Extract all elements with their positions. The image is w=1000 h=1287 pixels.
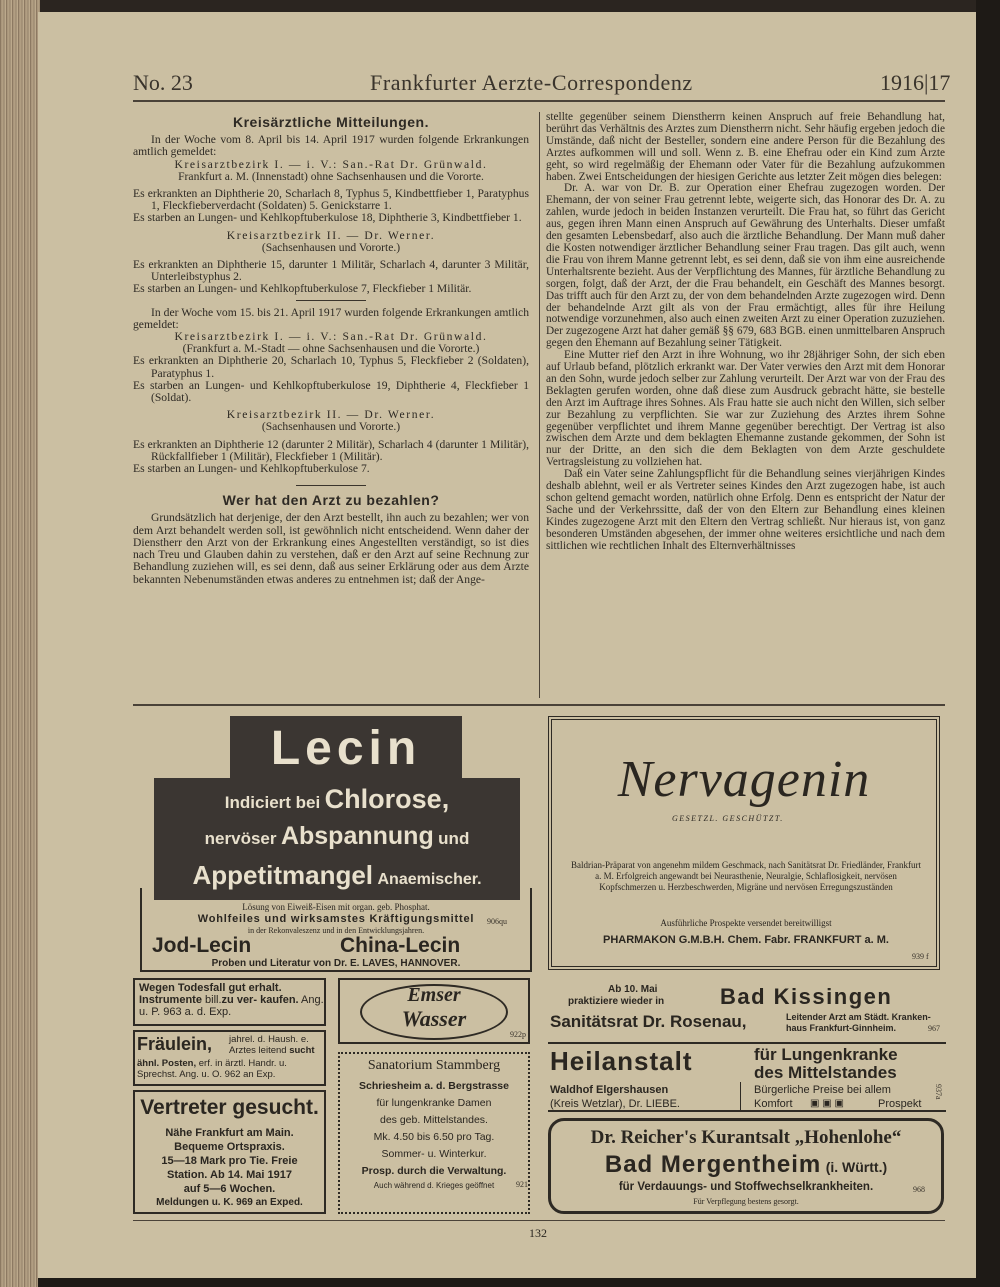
paragraph: Grundsätzlich hat derjenige, der den Arzt bestellt, ihn auch zu bezahlen; wer von dem Arzt behandelt werden soll, ist gewöhnlich nicht entscheidend. Wenn daher der Dienstherr den Arzt von der Erkrankung eines Angestellten verständigt, so ist dies nach Treu und Glauben dahin zu verstehen, daß er den Arzt auf seine Rechnung zur Behandlung zuziehen will, es sei denn, daß aus seiner Erklärung oder aus dem Arzte bekannten Nebenumständen etwas anderes zu entnehmen ist; daß der Ange- bbox=[133, 511, 529, 586]
heilanstalt-sub bbox=[754, 1046, 898, 1082]
book-binding bbox=[0, 0, 40, 1287]
stammberg-line: Prosp. durch die Verwaltung. bbox=[361, 1165, 507, 1177]
lecin-text: nervöser bbox=[204, 829, 277, 848]
reicher-line: Für Verpflegung bestens gesorgt. bbox=[693, 1197, 799, 1206]
lecin-desc: Lösung von Eiweiß-Eisen mit organ. geb. Phosphat. bbox=[242, 902, 430, 912]
heilanstalt-line: für Lungenkranke bbox=[754, 1045, 898, 1064]
district-sub: Frankfurt a. M. (Innenstadt) ohne Sachsenhausen und die Vororte. bbox=[178, 169, 484, 183]
heilanstalt-prospekt: Prospekt bbox=[878, 1098, 922, 1110]
scan-edge-bottom bbox=[38, 1278, 1000, 1287]
ad-reicher bbox=[548, 1118, 944, 1214]
ad-code: 967 bbox=[928, 1024, 940, 1033]
stammberg-body bbox=[344, 1078, 524, 1192]
nervagenin-prospect: Ausführliche Prospekte versendet bereitwilligst bbox=[660, 918, 832, 928]
lecin-desc: Wohlfeiles und wirksamstes Kräftigungsmittel bbox=[197, 913, 475, 925]
heilanstalt-line: des Mittelstandes bbox=[754, 1063, 897, 1082]
lecin-box bbox=[140, 888, 532, 972]
ad-code: 921 bbox=[516, 1180, 528, 1189]
heilanstalt-comfort: Komfort bbox=[754, 1098, 793, 1110]
stammberg-line: des geb. Mittelstandes. bbox=[380, 1114, 488, 1126]
divider bbox=[740, 1082, 741, 1112]
volume-year: 1916|17 bbox=[880, 70, 951, 95]
district-sub: (Sachsenhausen und Vororte.) bbox=[261, 240, 401, 254]
report-line: Es starben an Lungen- und Kehlkopftuberkulose 19, Diphtherie 4, Fleckfieber 1 (Soldat). bbox=[133, 378, 529, 405]
lecin-text: Anaemischer. bbox=[377, 871, 482, 888]
ad-code: 937a bbox=[934, 1084, 943, 1100]
vertreter-line: auf 5—6 Wochen. bbox=[183, 1183, 276, 1195]
issue-number: No. 23 bbox=[133, 70, 193, 95]
header-rule bbox=[133, 100, 945, 102]
todesfall-line: kaufen. bbox=[260, 994, 299, 1006]
kissingen-text: Ab 10. Mai bbox=[608, 984, 658, 995]
todesfall-line: Ang. u. P. 963 a. d. Exp. bbox=[139, 994, 324, 1018]
heilanstalt-place: (Kreis Wetzlar), Dr. LIEBE. bbox=[550, 1098, 680, 1110]
lecin-brand: Lecin bbox=[230, 716, 462, 782]
kissingen-title: Bad Kissingen bbox=[720, 984, 893, 1009]
report-line: Es erkrankten an Diphtherie 15, darunter 1 Militär, Scharlach 4, darunter 3 Militär, Unterleibstyphus 2. bbox=[133, 258, 529, 284]
separator bbox=[296, 300, 366, 301]
district-heading: Kreisarztbezirk I. — i. V.: San.-Rat Dr. Grünwald. bbox=[174, 330, 488, 344]
journal-title: Frankfurter Aerzte-Correspondenz bbox=[370, 70, 693, 95]
ad-stammberg bbox=[338, 1052, 530, 1214]
kissingen-doctor: Sanitätsrat Dr. Rosenau, bbox=[550, 1012, 747, 1031]
emser-text: Emser bbox=[407, 984, 461, 1006]
report-line: Es erkrankten an Diphtherie 20, Scharlach 10, Typhus 5, Fleckfieber 2 (Soldaten), Paratyphus 1. bbox=[133, 354, 529, 380]
decor-icon: ▣ ▣ ▣ bbox=[810, 1098, 844, 1109]
fraeulein-text bbox=[229, 1034, 326, 1056]
district-heading: Kreisarztbezirk II. — Dr. Werner. bbox=[226, 228, 436, 242]
emser-text: Wasser bbox=[401, 1006, 467, 1031]
stammberg-line: für lungenkranke Damen bbox=[376, 1097, 492, 1109]
left-column bbox=[133, 114, 529, 586]
reicher-title: (i. Württ.) bbox=[825, 1159, 888, 1175]
nervagenin-body: Baldrian-Präparat von angenehm mildem Geschmack, nach Sanitätsrat Dr. Friedländer, Frankfurt a. M. Erfolgreich angewandt bei Neurasthenie, Neuralgie, Schlaflosigkeit, nervösen Kopfschmerzen u. Herzbeschwerden, Migräne und nervösen Erregungszuständen bbox=[570, 860, 922, 892]
lecin-text: und bbox=[438, 829, 470, 848]
heilanstalt-place: Waldhof Elgershausen bbox=[550, 1084, 669, 1096]
kissingen-sub bbox=[786, 1012, 931, 1034]
todesfall-line: zu ver- bbox=[221, 994, 258, 1006]
report-line: Es starben an Lungen- und Kehlkopftuberkulose 7. bbox=[133, 462, 370, 476]
fraeulein-line: Arztes leitend bbox=[229, 1045, 287, 1056]
reicher-line: Dr. Reicher's Kurantsalt „Hohenlohe“ bbox=[590, 1127, 902, 1148]
kissingen-line: haus Frankfurt-Ginnheim. bbox=[786, 1023, 897, 1033]
todesfall-line: Wegen Todesfall bbox=[139, 982, 226, 994]
stammberg-line: Auch während d. Krieges geöffnet bbox=[373, 1181, 495, 1190]
lecin-text: Abspannung bbox=[280, 822, 434, 850]
lecin-text: Indiciert bei bbox=[224, 793, 321, 812]
todesfall-line: Instrumente bbox=[139, 994, 202, 1006]
ad-code: 922p bbox=[510, 1030, 526, 1039]
vertreter-body bbox=[135, 1126, 324, 1210]
ad-nervagenin bbox=[548, 716, 940, 970]
fraeulein-text bbox=[137, 1058, 325, 1080]
vertreter-line: Nähe Frankfurt am Main. bbox=[165, 1127, 294, 1139]
todesfall-line: bill. bbox=[205, 994, 222, 1006]
ad-fraeulein bbox=[133, 1030, 326, 1086]
district-heading: Kreisarztbezirk I. — i. V.: San.-Rat Dr. Grünwald. bbox=[174, 157, 488, 171]
ad-lecin bbox=[140, 716, 532, 972]
fraeulein-line: jahrel. d. Haush. e. bbox=[229, 1034, 309, 1045]
nervagenin-brand: Nervagenin bbox=[617, 751, 871, 808]
paragraph: Dr. A. war von Dr. B. zur Operation einer Ehefrau zugezogen worden. Der Ehemann, der von seiner Frau getrennt lebte, weigerte sich, das Honorar des Dr. A. zu zahlen, wurde jedoch in beiden Instanzen verurteilt. Die Frau hat, so führt das Gericht aus, gegen ihren Mann einen Anspruch auf Gewährung des Unterhalts. Dieser umfaßt den gesamten Lebensbedarf, also auch die ärztliche Behandlung. Der Mann muß daher die Kosten notwendiger ärztlicher Behandlung seiner Frau tragen. Das gilt auch, wenn die Frau von ihrem Manne getrennt lebt, es sei denn, daß sie von ihm eine ausreichende Unterhaltsrente bezieht. Aus der Verpflichtung des Mannes, für ärztliche Behandlung zu sorgen, folgt, daß der Arzt, der die Frau behandelt, ein Geschäft des Mannes besorgt. Das trifft auch für den Arzt zu, der von dem behandelnden Arzte zugezogen wird. Denn der behandelnde Arzt gilt als von der Frau ermächtigt, alles für ihre Heilung notwendige vorzunehmen, also auch einen zweiten Arzt zu einer Operation zuzuziehen. Der zugezogene Arzt hat daher gemäß §§ 679, 683 BGB. einen unmittelbaren Anspruch gegen den Ehemann auf Bezahlung seiner Tätigkeit. bbox=[546, 182, 945, 350]
ad-heilanstalt bbox=[548, 1042, 946, 1112]
report-line: Es erkrankten an Diphtherie 20, Scharlach 8, Typhus 5, Kindbettfieber 1, Paratyphus 1, Fleckfieberverdacht (Soldaten) 5. Genickstarre 1. bbox=[133, 187, 529, 213]
vertreter-title: Vertreter gesucht. bbox=[140, 1096, 319, 1119]
report-line: Es starben an Lungen- und Kehlkopftuberkulose 7, Fleckfieber 1 Militär. bbox=[133, 282, 472, 296]
heilanstalt-prices: Bürgerliche Preise bei allem bbox=[754, 1084, 891, 1096]
todesfall-line: gut erhalt. bbox=[228, 982, 282, 994]
heading-wer-hat: Wer hat den Arzt zu bezahlen? bbox=[222, 492, 440, 509]
page-number: 132 bbox=[529, 1226, 547, 1240]
separator bbox=[296, 485, 366, 486]
fraeulein-line: erf. in ärztl. Handr. u. bbox=[198, 1058, 287, 1069]
fraeulein-line: ähnl. Posten, bbox=[137, 1058, 197, 1069]
reicher-title-row bbox=[551, 1151, 941, 1179]
vertreter-line: 15—18 Mark pro Tie. Freie bbox=[161, 1155, 298, 1167]
fraeulein-line: Sprechst. Ang. u. O. 962 an Exp. bbox=[137, 1069, 276, 1080]
heilanstalt-title: Heilanstalt bbox=[550, 1046, 693, 1076]
paragraph: In der Woche vom 8. April bis 14. April 1917 wurden folgende Erkrankungen amtlich gemeldet: bbox=[133, 133, 529, 159]
lecin-desc: in der Rekonvaleszenz und in den Entwicklungsjahren. bbox=[247, 926, 425, 935]
stammberg-title: Sanatorium Stammberg bbox=[367, 1058, 501, 1073]
lecin-footer: Proben und Literatur von Dr. E. LAVES, HANNOVER. bbox=[211, 958, 461, 969]
ad-code: 906qu bbox=[487, 917, 507, 926]
reicher-line: für Verdauungs- und Stoffwechselkrankheiten. bbox=[618, 1181, 874, 1193]
ad-vertreter bbox=[133, 1090, 326, 1214]
todesfall-text bbox=[139, 982, 324, 1018]
column-divider bbox=[539, 112, 540, 698]
fraeulein-line: sucht bbox=[289, 1045, 315, 1056]
nervagenin-maker: PHARMAKON G.M.B.H. Chem. Fabr. FRANKFURT a. M. bbox=[602, 934, 889, 946]
ad-kissingen bbox=[548, 982, 944, 1038]
paragraph: stellte gegenüber seinem Dienstherrn keinen Anspruch auf freie Behandlung hat, berührt das Verhältnis des Arztes zum Dienstherrn nicht. Sehr häufig ergeben jedoch die Umstände, daß nicht der Besteller, sondern eine andere Person für die Bezahlung des Arztes aufkommen will und soll. Wenn z. B. eine Ehefrau oder ein Kind zum Arzte geht, so wird regelmäßig der Ehemann oder Vater für die Bezahlung aufzukommen haben. Zwei Entscheidungen der hiesigen Gerichte aus letzter Zeit mögen dies belegen: bbox=[546, 111, 945, 183]
fraeulein-title: Fräulein, bbox=[137, 1034, 213, 1054]
paragraph: Eine Mutter rief den Arzt in ihre Wohnung, wo ihr 28jähriger Sohn, der sich eben auf Urlaub befand, plötzlich erkrankt war. Der Vater verwies den Arzt mit dem Honorar an den Sohn, wurde jedoch selber zur Zahlung verurteilt. Der Arzt war von der Frau des Beklagten gerufen worden, ohne daß diese zum Ausdruck gebracht hätte, sie bestelle den Arzt im Auftrage ihres Sohnes. Als Frau hatte sie auch nicht den Willen, sich selber zur Bezahlung zu verpflichten. Sie war zur Zuziehung des Arztes ihrem Sohne gegenüber verpflichtet und ihrem Manne gegenüber berechtigt. Der Vertrag ist also zwischen dem Arzte und dem beklagten Ehemanne zustande gekommen, der Sohn ist nur der Dritte, an den sich die dem Beklagten von dem Arzte geschuldete Vertragsleistung zu vollziehen hat. bbox=[546, 349, 945, 469]
district-heading: Kreisarztbezirk II. — Dr. Werner. bbox=[226, 408, 436, 422]
lecin-text: Appetitmangel bbox=[192, 860, 374, 890]
ad-code: 968 bbox=[913, 1185, 925, 1194]
district-sub: (Sachsenhausen und Vororte.) bbox=[261, 420, 401, 434]
scan-edge bbox=[976, 0, 1000, 1287]
lecin-product: China-Lecin bbox=[340, 934, 461, 957]
reicher-title: Bad Mergentheim bbox=[604, 1151, 822, 1178]
stammberg-line: Schriesheim a. d. Bergstrasse bbox=[359, 1080, 509, 1092]
ad-emser bbox=[338, 978, 530, 1044]
ad-todesfall bbox=[133, 978, 326, 1026]
vertreter-line: Bequeme Ortspraxis. bbox=[174, 1141, 285, 1153]
paragraph: Daß ein Vater seine Zahlungspflicht für die Behandlung seines vierjährigen Kindes deshalb ablehnt, weil er als Vertreter seines Kindes den Arzt zugezogen habe, ist auch schon geltend gemacht worden, natürlich ohne Erfolg. Denn es entspricht der Natur der Sache und der Verkehrssitte, daß der von den Eltern zur Behandlung eines kleinen Kindes zugezogene Arzt mit den Eltern den Vertrag schließt. Nur hieraus ist, von ganz besonderen Umständen abgesehen, der immer ohne weiteres ersichtliche und nach dem sittlichen wie rechtlichen Inhalt des Elternverhältnisses bbox=[546, 468, 945, 552]
lecin-text: Chlorose, bbox=[324, 784, 450, 814]
district-sub: (Frankfurt a. M.-Stadt — ohne Sachsenhausen und die Vororte.) bbox=[182, 342, 480, 356]
footer-rule bbox=[133, 1220, 945, 1221]
paragraph: In der Woche vom 15. bis 21. April 1917 wurden folgende Erkrankungen amtlich gemeldet: bbox=[133, 305, 529, 331]
ad-code: 939 f bbox=[912, 952, 929, 961]
vertreter-line: Meldungen u. K. 969 an Exped. bbox=[156, 1197, 303, 1208]
ads-rule bbox=[133, 704, 945, 706]
kissingen-text: praktiziere wieder in bbox=[568, 996, 665, 1007]
kissingen-line: Leitender Arzt am Städt. Kranken- bbox=[786, 1012, 931, 1022]
report-line: Es starben an Lungen- und Kehlkopftuberkulose 18, Diphtherie 3, Kindbettfieber 1. bbox=[133, 211, 522, 225]
nervagenin-protected: GESETZL. GESCHÜTZT. bbox=[672, 814, 784, 823]
lecin-product: Jod-Lecin bbox=[152, 934, 252, 957]
vertreter-line: Station. Ab 14. Mai 1917 bbox=[167, 1169, 292, 1181]
right-column bbox=[546, 112, 945, 553]
lecin-banner bbox=[154, 778, 520, 900]
heading-kreisaerztliche: Kreisärztliche Mitteilungen. bbox=[232, 114, 430, 130]
report-line: Es erkrankten an Diphtherie 12 (darunter 2 Militär), Scharlach 4 (darunter 1 Militär), Rückfallfieber 1 (Militär), Fleckfieber 1 (Militär). bbox=[133, 437, 529, 463]
stammberg-line: Sommer- u. Winterkur. bbox=[381, 1148, 487, 1160]
stammberg-line: Mk. 4.50 bis 6.50 pro Tag. bbox=[373, 1131, 495, 1143]
